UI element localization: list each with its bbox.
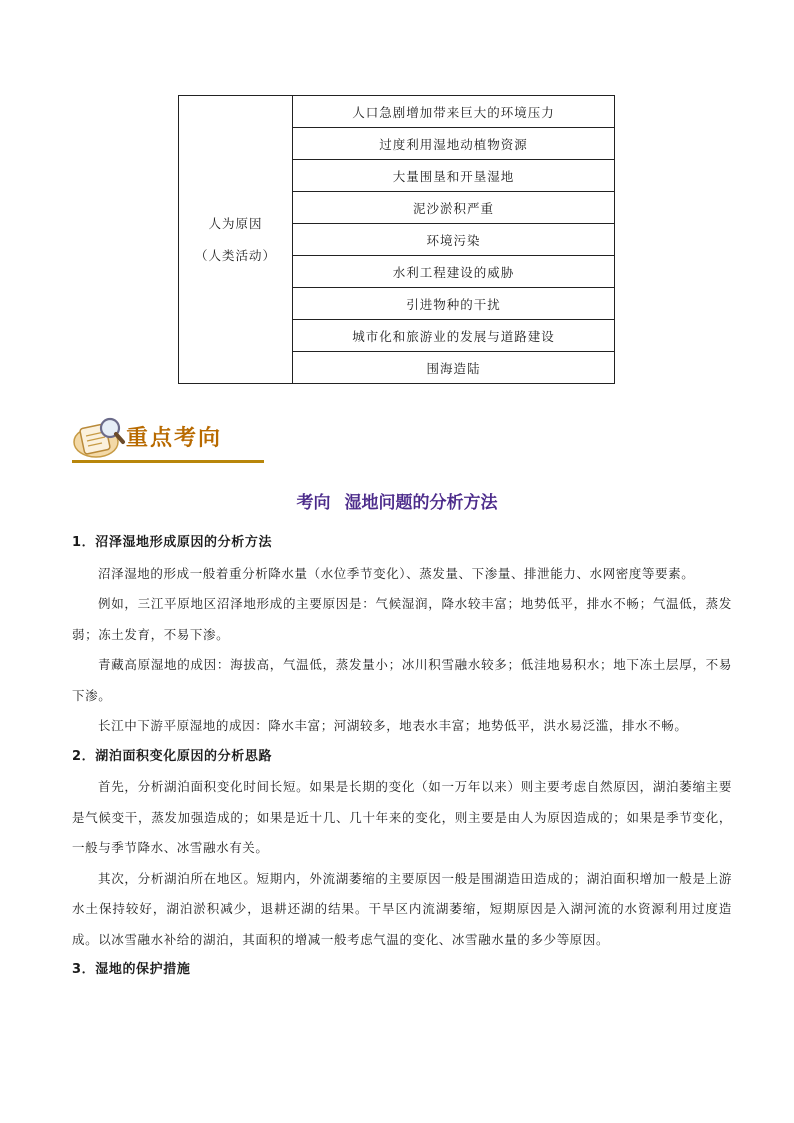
table-row xyxy=(179,96,615,128)
section-heading: 3．湿地的保护措施 xyxy=(72,962,191,977)
subject-heading: 湿地问题的分析方法 xyxy=(344,493,498,513)
paragraph: 其次，分析湖泊所在地区。短期内，外流湖萎缩的主要原因一般是围湖造田造成的；湖泊面积增加一般是上游水土保持较好，湖泊淤积减少，退耕还湖的结果。干旱区内流湖萎缩，短期原因是入湖河流的水资源利用过度造成。以冰雪融水补给的湖泊，其面积的增减一般考虑气温的变化、冰雪融水量的多少等原因。 xyxy=(72,870,732,947)
banner-title: 重点考向 xyxy=(126,426,223,451)
banner-underline xyxy=(72,460,264,463)
magnifier-notebook-icon xyxy=(72,412,128,462)
human-causes-table xyxy=(178,95,615,384)
section-heading: 2．湖泊面积变化原因的分析思路 xyxy=(72,748,273,764)
cause-cell: 引进物种的干扰 xyxy=(293,288,615,320)
subject-title xyxy=(0,488,794,513)
cause-cell: 人口急剧增加带来巨大的环境压力 xyxy=(293,96,615,128)
cause-cell: 城市化和旅游业的发展与道路建设 xyxy=(293,320,615,352)
subject-prefix: 考向 xyxy=(296,493,331,513)
cause-cell: 水利工程建设的威胁 xyxy=(293,256,615,288)
group-label: 人为原因 xyxy=(208,215,263,231)
cause-cell: 围海造陆 xyxy=(293,352,615,384)
paragraph: 沼泽湿地的形成一般着重分析降水量（水位季节变化）、蒸发量、下渗量、排泄能力、水网密度等要素。 xyxy=(98,565,695,581)
cause-cell: 环境污染 xyxy=(293,224,615,256)
cause-cell: 泥沙淤积严重 xyxy=(293,192,615,224)
cause-cell: 大量围垦和开垦湿地 xyxy=(293,160,615,192)
cause-cell: 过度利用湿地动植物资源 xyxy=(293,128,615,160)
paragraph: 例如，三江平原地区沼泽地形成的主要原因是：气候湿润，降水较丰富；地势低平，排水不畅；气温低，蒸发弱；冻土发育，不易下渗。 xyxy=(72,596,732,642)
group-sublabel: （人类活动） xyxy=(194,247,276,263)
analysis-content xyxy=(72,528,732,986)
paragraph: 首先，分析湖泊面积变化时间长短。如果是长期的变化（如一万年以来）则主要考虑自然原因，湖泊萎缩主要是气候变干，蒸发加强造成的；如果是近十几、几十年来的变化，则主要是由人为原因造成的；如果是季节变化，一般与季节降水、冰雪融水有关。 xyxy=(72,779,732,855)
cause-group-cell xyxy=(179,96,293,384)
section-heading: 1．沼泽湿地形成原因的分析方法 xyxy=(72,535,273,550)
paragraph: 长江中下游平原湿地的成因：降水丰富；河湖较多，地表水丰富；地势低平，洪水易泛滥，排水不畅。 xyxy=(98,718,688,733)
paragraph: 青藏高原湿地的成因：海拔高，气温低，蒸发量小；冰川积雪融水较多；低洼地易积水；地下冻土层厚，不易下渗。 xyxy=(72,657,732,703)
